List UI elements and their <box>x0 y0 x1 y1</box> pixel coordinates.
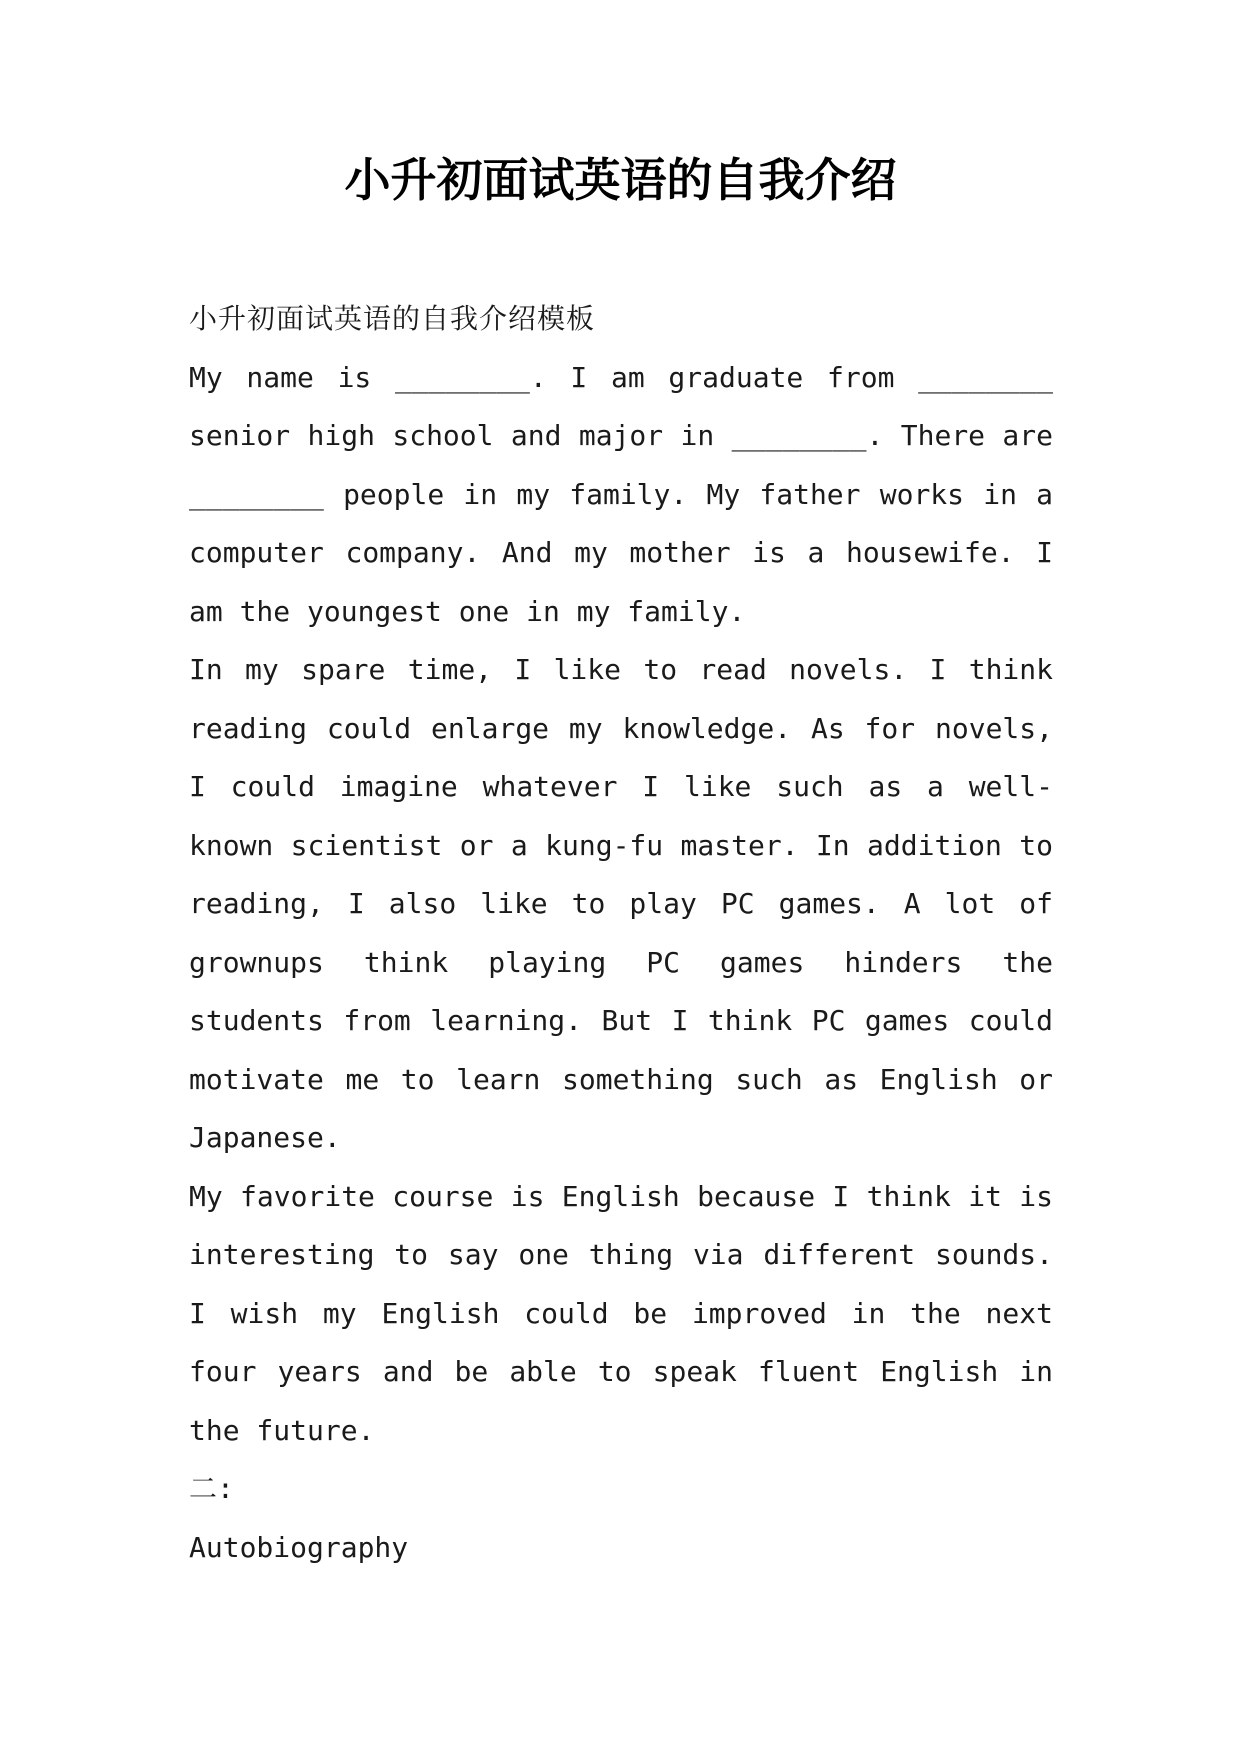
paragraph-favorite-course: My favorite course is English because I think it is interesting to say one thing via different sounds. I wish my English could be improved in the next four years and be able to speak fluent English in the future. <box>189 1179 1053 1447</box>
paragraph-personal-info: My name is ________. I am graduate from ________ senior high school and major in ________. There are ________ people in my family. My father works in a computer company. And my mother is a housewife. I am the youngest one in my family. <box>189 360 1053 628</box>
document-subtitle: 小升初面试英语的自我介绍模板 <box>189 302 596 335</box>
section-marker: 二: <box>189 1472 234 1505</box>
document-body <box>189 290 1053 1577</box>
section-heading: Autobiography <box>189 1530 409 1564</box>
page-title: 小升初面试英语的自我介绍 <box>344 153 897 207</box>
paragraph-hobbies: In my spare time, I like to read novels. I think reading could enlarge my knowledge. As for novels, I could imagine whatever I like such as a well-known scientist or a kung-fu master. In addition to reading, I also like to play PC games. A lot of grownups think playing PC games hinders the students from learning. But I think PC games could motivate me to learn something such as English or Japanese. <box>189 653 1053 1154</box>
